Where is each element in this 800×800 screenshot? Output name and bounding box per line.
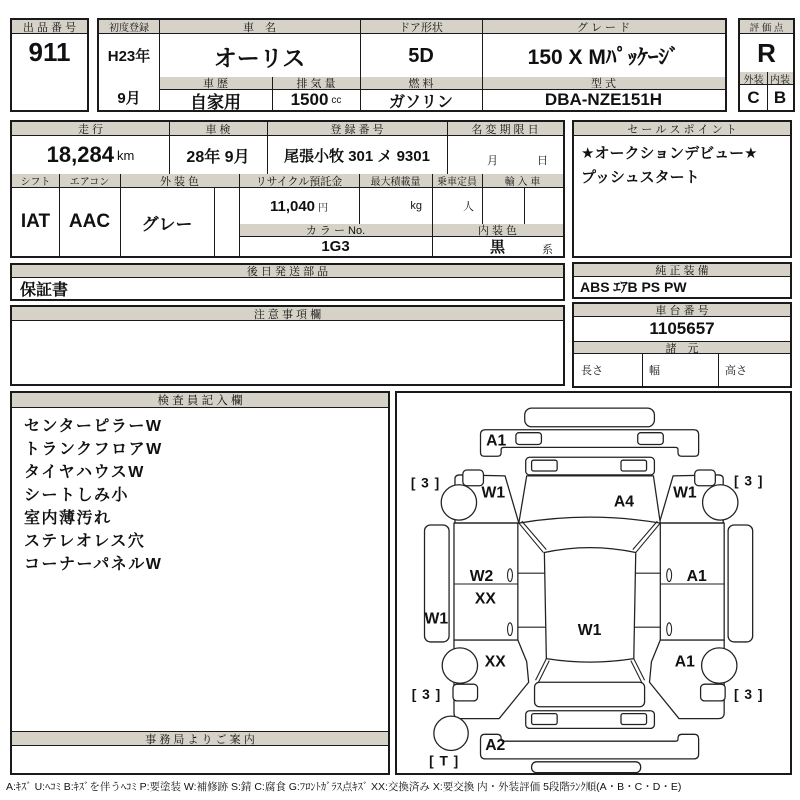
inspector-panel [10,391,390,775]
left-front-fender-tab [463,470,484,486]
divider [267,122,268,174]
grade-value: 150 X Mﾊﾟｯｹｰｼﾞ [527,46,680,69]
divider [432,174,433,256]
rear-bottom-strip [532,762,641,773]
inspection-value: 28年 9月 [186,148,250,166]
damage-mark-W2: W2 [469,568,494,586]
damage-mark-W1: W1 [673,484,697,502]
score-value: R [757,37,776,68]
chassis-specs-panel [572,302,792,388]
divider [159,20,160,110]
spare-tire [434,716,468,750]
divider [642,354,643,386]
divider [524,188,525,224]
shift-value: IAT [20,211,51,232]
vehicle-info-table [97,18,727,112]
damage-mark-W1: W1 [577,622,602,640]
displacement-header: 排 気 量 [272,77,360,90]
spec-width-label: 幅 [649,365,660,377]
first-reg-year: H23年 [107,47,151,65]
first-reg-header: 初度登録 [99,20,159,34]
specs-header: 諸 元 [574,341,790,354]
left-rear-tab [453,684,478,701]
sales-point-line1: ★オークションデビュー★ [581,145,758,162]
sales-point-header: セ ー ル ス ポ イ ン ト [574,122,790,136]
reg-no-header: 登 録 番 号 [267,122,447,136]
name-change-day: 日 [537,155,548,167]
damage-mark-XX: XX [474,590,496,608]
legend-text: A:ｷｽﾞ U:ﾍｺﾐ B:ｷｽﾞを伴うﾍｺﾐ P:要塗装 W:補修跡 S:錆 C:腐食 G:ﾌﾛﾝﾄｶﾞﾗｽ点ｷｽﾞ XX:交換済み X:要交換 内・外装評価 5段階ﾗﾝｸ順(A・B・C・D・E) [6,781,682,793]
damage-mark-W1: W1 [481,484,506,502]
front-top-strip [525,408,655,427]
front-bumper [481,430,699,457]
damage-mark-3: [ 3 ] [411,686,442,702]
spec-height-label: 高さ [725,365,747,377]
vehicle-detail-table [10,120,565,258]
damage-mark-A4: A4 [613,493,635,511]
car-damage-diagram [397,393,790,773]
inspector-note: 室内薄汚れ [24,510,112,527]
sales-point-panel [572,120,792,258]
office-header: 事 務 局 よ り ご 案 内 [12,731,388,746]
later-parts-value: 保証書 [20,281,69,299]
inspector-note: シートしみ小 [24,487,130,504]
model-code-header: 型 式 [482,77,725,90]
import-car-header: 輸 入 車 [482,174,563,188]
ext-color-header: 外 装 色 [120,174,239,188]
divider [767,72,768,110]
inspector-note: センターピラーW [24,418,163,435]
history-value: 自家用 [190,92,241,112]
recycle-fee-value: 11,040 円 [269,197,329,215]
spec-length-label: 長さ [581,365,603,377]
headlight-right [621,460,647,471]
door-value: 5D [408,44,434,67]
mileage-unit: km [116,147,135,163]
aircon-value: AAC [68,211,111,232]
inspector-notes-list [24,415,379,576]
left-rear-wheel [442,648,477,683]
divider [360,20,361,110]
divider [214,188,215,256]
left-a-pillar [519,521,547,552]
later-parts-header: 後 日 発 送 部 品 [12,265,563,278]
door-header: ドア形状 [360,20,482,34]
later-parts-panel [10,263,565,301]
divider [447,122,448,174]
caution-panel [10,305,565,386]
left-door-seams [518,573,546,627]
damage-mark-T: [ T ] [429,753,460,769]
divider [120,174,121,256]
fuel-header: 燃 料 [360,77,482,90]
chassis-value: 1105657 [649,319,715,338]
damage-mark-3: [ 3 ] [410,475,441,491]
inspector-note: コーナーパネルW [24,556,163,573]
equipment-value: ABS ｴｱB PS PW [580,278,687,295]
right-c-pillar [631,659,645,683]
reg-no-value: 尾張小牧 301 メ 9301 [284,147,430,165]
damage-mark-A1: A1 [674,653,695,671]
inspector-header: 検 査 員 記 入 欄 [12,393,388,408]
taillight-left [532,714,558,725]
capacity-unit: 人 [463,201,474,213]
auction-number-value: 911 [28,36,71,67]
int-color-header: 内 装 色 [432,224,563,237]
fuel-value: ガソリン [388,93,453,111]
interior-value: B [773,87,787,107]
inspector-note: トランクフロアW [24,441,163,458]
int-color-value: 黒 [489,239,505,256]
right-front-fender-tab [695,470,716,486]
damage-mark-W1: W1 [424,610,449,628]
name-change-month: 月 [487,155,498,167]
first-reg-month: 9月 [117,89,141,107]
damage-mark-3: [ 3 ] [734,686,764,702]
sales-point-line2: プッシュスタート [581,169,700,186]
taillight-right [621,714,647,725]
history-header: 車 歴 [159,77,272,90]
damage-mark-A1: A1 [686,568,707,586]
car-outline [425,408,753,773]
chassis-header: 車 台 番 号 [574,304,790,317]
right-a-pillar [633,521,661,552]
shift-header: シフト [12,174,59,188]
aircon-header: エアコン [59,174,120,188]
exterior-value: C [747,87,760,107]
equipment-panel [572,262,792,299]
right-rear-tab [701,684,726,701]
right-rear-wheel [702,648,737,683]
divider [482,174,483,224]
auction-number-panel [10,18,89,112]
rear-bumper [481,734,699,759]
divider [359,174,360,224]
divider [482,20,483,110]
caution-header: 注 意 事 項 欄 [12,307,563,321]
left-front-wheel [441,485,476,520]
mileage-value: 18,284 km [46,142,135,167]
grade-header: グ レ ー ド [482,20,725,34]
damage-mark-3: [ 3 ] [734,473,764,489]
damage-diagram-panel [395,391,792,775]
int-color-suffix: 系 [542,244,553,256]
name-change-header: 名 変 期 限 日 [447,122,563,136]
interior-header: 内装 [767,72,793,85]
name-change-value [447,136,563,174]
color-no-value: 1G3 [321,238,350,255]
damage-mark-XX: XX [484,653,506,671]
hood [519,476,660,523]
roof [544,548,635,662]
exterior-header: 外装 [740,72,767,85]
max-load-header: 最大積載量 [359,174,432,188]
max-load-unit: kg [410,200,422,212]
divider [272,77,273,110]
damage-mark-A2: A2 [485,737,506,755]
mileage-header: 走 行 [12,122,169,136]
left-c-pillar [536,659,550,683]
auction-number-header: 出 品 番 号 [12,20,87,34]
front-bumper-light-right [638,433,664,445]
inspection-header: 車 検 [169,122,267,136]
displacement-value: 1500 cc [290,90,342,109]
right-front-wheel [703,485,738,520]
capacity-header: 乗車定員 [432,174,482,188]
divider [718,354,719,386]
front-bumper-light-left [516,433,542,445]
divider [59,174,60,256]
score-panel [738,18,795,112]
headlight-left [532,460,558,471]
model-code-value: DBA-NZE151H [544,90,663,109]
car-name-header: 車 名 [159,20,360,34]
car-name-value: オーリス [213,44,306,71]
recycle-fee-header: リサイクル預託金 [239,174,359,188]
inspector-note: タイヤハウスW [24,464,145,481]
recycle-fee-unit: 円 [318,202,329,214]
right-rocker-panel [728,525,753,642]
trunk-lid [535,682,645,707]
color-no-header: カ ラ ー No. [239,224,432,237]
ext-color-value: グレー [141,214,193,234]
divider [169,122,170,174]
inspector-note: ステレオレス穴 [24,533,146,550]
displacement-unit: cc [331,94,342,106]
score-header: 評 価 点 [740,20,793,34]
divider [239,174,240,256]
right-door-seams [635,573,661,627]
equipment-header: 純 正 装 備 [574,264,790,277]
damage-mark-A1: A1 [486,432,507,450]
